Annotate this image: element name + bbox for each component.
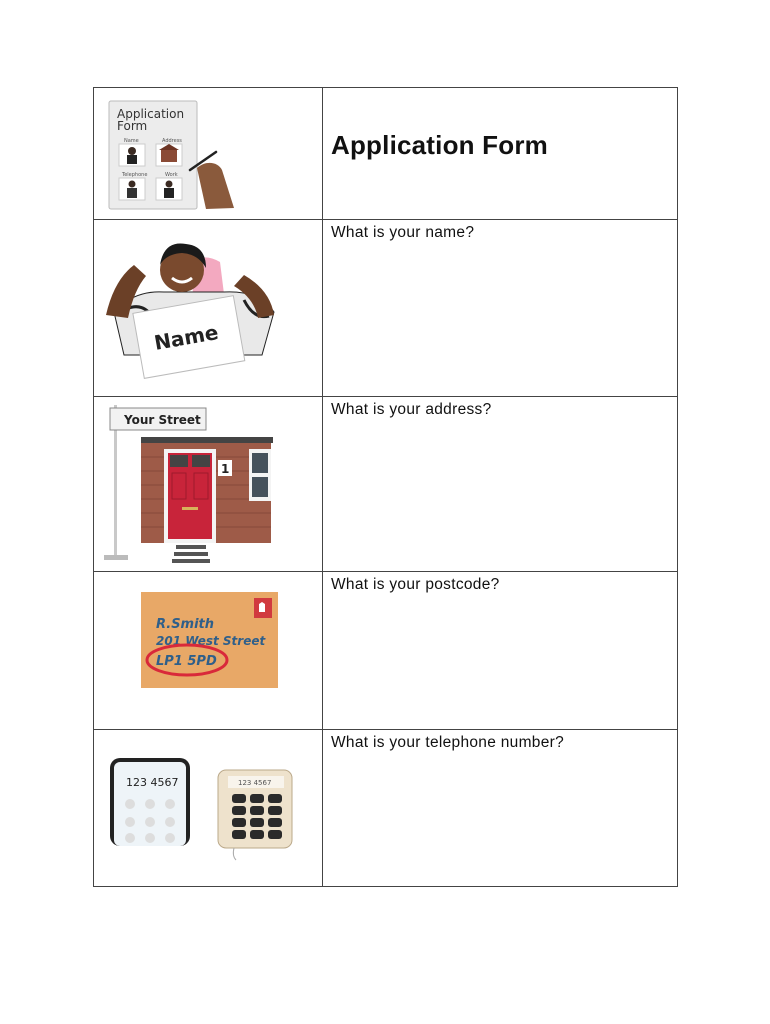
header-title-cell — [323, 88, 678, 220]
svg-text:Your Street: Your Street — [124, 413, 201, 427]
postcode-answer-cell[interactable] — [323, 572, 678, 730]
person-holding-name-card-icon — [94, 220, 322, 396]
question-name-label: What is your name? — [331, 224, 475, 241]
question-postcode-label: What is your postcode? — [331, 576, 500, 593]
svg-text:Name: Name — [152, 320, 221, 355]
svg-text:R.Smith: R.Smith — [156, 617, 215, 632]
svg-text:1: 1 — [221, 462, 230, 476]
application-form-table — [93, 87, 678, 887]
house-front-door-icon — [94, 397, 322, 571]
name-illustration-cell — [94, 220, 323, 397]
page-title: Application Form — [331, 130, 548, 160]
form-header-row — [94, 88, 678, 220]
header-illustration-cell — [94, 88, 323, 220]
svg-text:Address: Address — [162, 138, 182, 144]
svg-text:123 4567: 123 4567 — [238, 779, 272, 787]
telephones-icon — [94, 730, 322, 886]
telephone-answer-cell[interactable] — [323, 730, 678, 887]
svg-text:Name: Name — [124, 138, 139, 144]
form-row-postcode — [94, 572, 678, 730]
telephone-illustration-cell — [94, 730, 323, 887]
form-row-address — [94, 397, 678, 572]
svg-text:Application: Application — [117, 107, 185, 121]
question-telephone-label: What is your telephone number? — [331, 734, 565, 751]
address-answer-cell[interactable] — [323, 397, 678, 572]
application-form-sheet-icon — [94, 88, 322, 219]
postcode-illustration-cell — [94, 572, 323, 730]
form-row-name — [94, 220, 678, 397]
svg-text:Telephone: Telephone — [122, 172, 148, 178]
svg-text:LP1 5PD: LP1 5PD — [156, 654, 217, 669]
question-address-label: What is your address? — [331, 401, 492, 418]
envelope-icon — [94, 572, 322, 729]
svg-text:201 West Street: 201 West Street — [156, 634, 266, 648]
address-illustration-cell — [94, 397, 323, 572]
svg-text:123 4567: 123 4567 — [126, 776, 179, 789]
svg-text:Form: Form — [117, 119, 148, 133]
name-answer-cell[interactable] — [323, 220, 678, 397]
svg-text:Work: Work — [165, 172, 178, 178]
form-row-telephone — [94, 730, 678, 887]
